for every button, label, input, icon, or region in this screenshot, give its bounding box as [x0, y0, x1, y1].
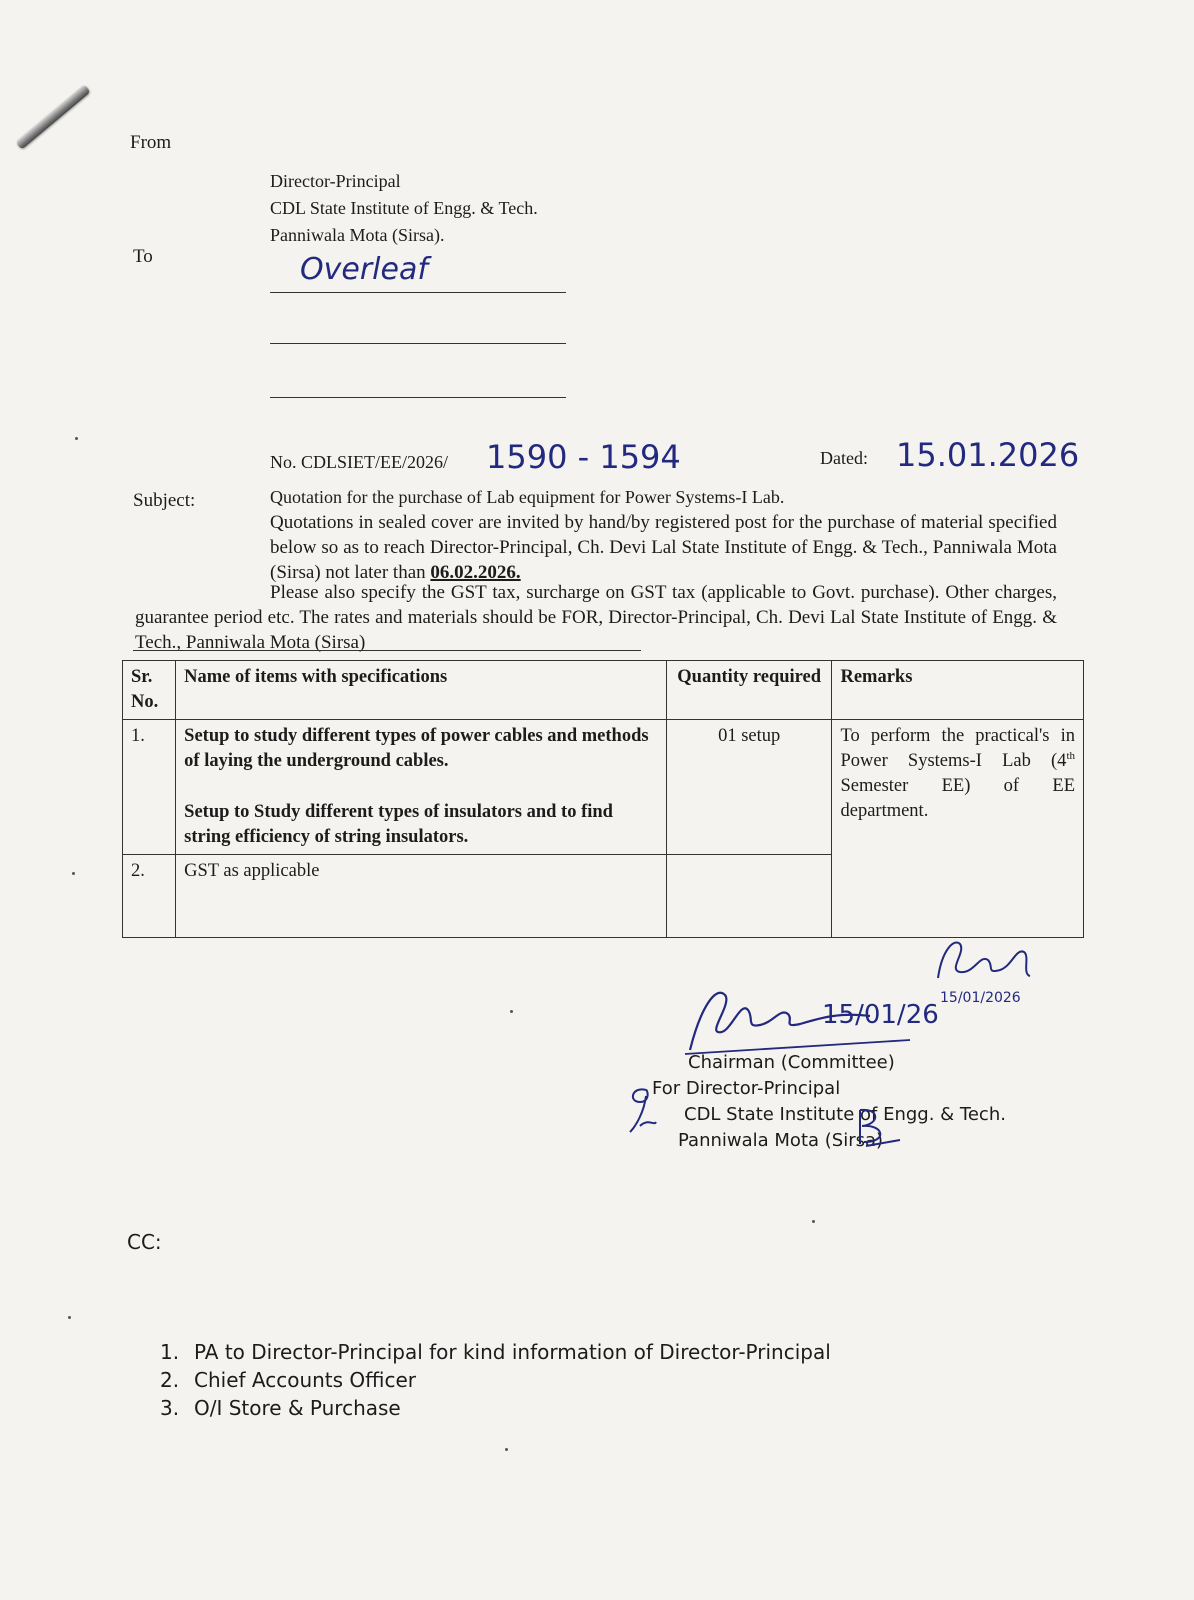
paragraph-2-text: Please also specify the GST tax, surcharge on GST tax (applicable to Govt. purchase). Other charges, guarantee period etc. The rates and materials should be FOR, Director-Principal, Ch. Devi Lal State Institute of Engg. & Tech., Panniwala Mota (Sirsa) [135, 582, 1057, 653]
paragraph-1-text: Quotations in sealed cover are invited by hand/by registered post for the purchase of material specified below so as to reach Director-Principal, Ch. Devi Lal State Institute of Engg. & Tech., Panniwala Mota (Sirsa) not later than [270, 512, 1057, 583]
scan-speck [75, 437, 78, 440]
header-quantity: Quantity required [666, 661, 832, 720]
from-line-1: Director-Principal [270, 171, 401, 191]
chairman-signature-date: 15/01/26 [822, 1000, 939, 1030]
paragraph-2 [135, 580, 1057, 655]
paragraph-1 [135, 510, 1057, 585]
remarks-text-a: To perform the practical's in Power Systems-I Lab (4 [840, 725, 1075, 772]
row-1-item-b: Setup to Study different types of insulators and to find string efficiency of string insulators. [184, 801, 613, 847]
table-header-row [123, 661, 1084, 720]
subject-text: Quotation for the purchase of Lab equipment for Power Systems-I Lab. [270, 487, 785, 507]
scan-speck [68, 1316, 71, 1319]
reference-number-handwritten: 1590 - 1594 [486, 438, 681, 476]
items-table [122, 660, 1084, 938]
second-signature-date: 15/01/2026 [940, 990, 1021, 1006]
row-1-sr: 1. [123, 719, 176, 854]
signature-block [652, 1050, 1006, 1154]
to-line-1 [270, 292, 566, 293]
from-line-3: Panniwala Mota (Sirsa). [270, 225, 445, 245]
row-1-item-a: Setup to study different types of power cables and methods of laying the underground cables. [184, 725, 649, 771]
paragraph-2-underline [133, 650, 641, 651]
scan-speck [812, 1220, 815, 1223]
to-line-3 [270, 397, 566, 398]
header-remarks: Remarks [832, 661, 1084, 720]
signature-line-2: For Director-Principal [652, 1078, 841, 1099]
list-item: 1. PA to Director-Principal for kind information of Director-Principal [160, 1340, 831, 1364]
date-handwritten: 15.01.2026 [896, 436, 1080, 474]
remarks-text-b: Semester EE) of EE department. [840, 776, 1075, 821]
initial-mark-2-image [850, 1104, 906, 1150]
list-item: 2. Chief Accounts Officer [160, 1368, 417, 1392]
header-sr: Sr. No. [123, 661, 176, 720]
from-line-2: CDL State Institute of Engg. & Tech. [270, 198, 538, 218]
scan-speck [510, 1010, 513, 1013]
scan-speck [505, 1448, 508, 1451]
to-label: To [133, 246, 153, 267]
subject-label: Subject: [133, 490, 196, 511]
row-1-remarks [832, 719, 1084, 937]
second-signature-image [930, 930, 1040, 990]
initial-mark-image [622, 1082, 662, 1138]
signature-line-4: Panniwala Mota (Sirsa) [678, 1130, 884, 1151]
scan-speck [72, 872, 75, 875]
table-row [123, 719, 1084, 854]
row-2-item: GST as applicable [176, 854, 667, 937]
remarks-sup: th [1066, 749, 1075, 762]
to-handwritten: Overleaf [300, 252, 428, 287]
staple-mark [15, 84, 90, 150]
from-label: From [130, 132, 172, 153]
signature-line-3: CDL State Institute of Engg. & Tech. [684, 1104, 1006, 1125]
reference-number-label: No. CDLSIET/EE/2026/ [270, 452, 448, 472]
cc-list [160, 1338, 831, 1422]
signature-line-1: Chairman (Committee) [688, 1052, 895, 1073]
row-2-sr: 2. [123, 854, 176, 937]
deadline-date: 06.02.2026. [430, 562, 521, 583]
to-line-2 [270, 343, 566, 344]
cc-label: CC: [127, 1230, 162, 1254]
dated-label: Dated: [820, 448, 868, 468]
row-2-quantity [666, 854, 832, 937]
header-name: Name of items with specifications [176, 661, 667, 720]
list-item: 3. O/I Store & Purchase [160, 1396, 401, 1420]
from-address [270, 168, 538, 249]
row-1-items [176, 719, 667, 854]
row-1-quantity: 01 setup [666, 719, 832, 854]
